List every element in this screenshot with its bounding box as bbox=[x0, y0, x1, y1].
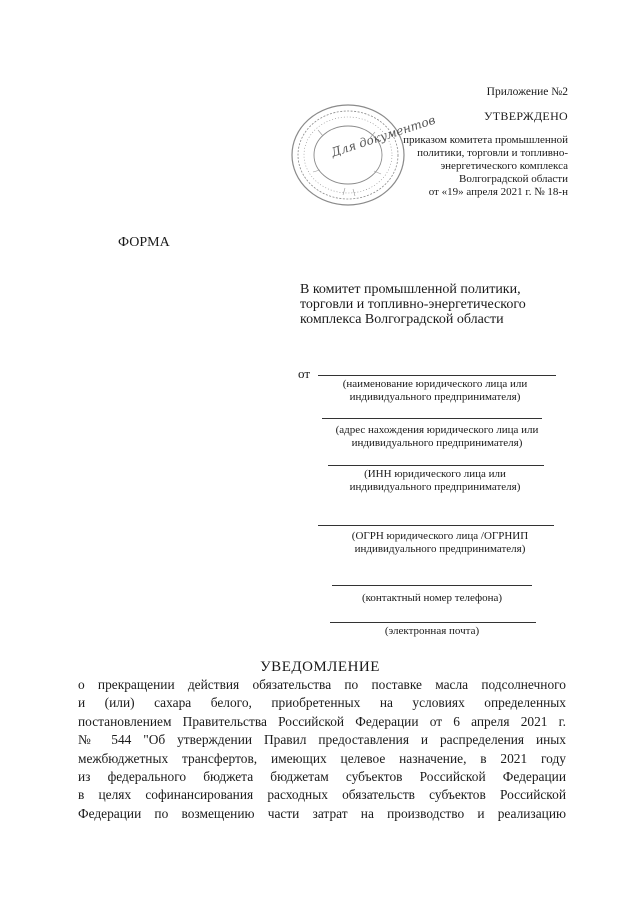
stamp-text: Для документов bbox=[329, 112, 438, 160]
addressee-line: В комитет промышленной политики, bbox=[300, 282, 521, 297]
caption-email: (электронная почта) bbox=[384, 625, 480, 637]
appendix-label: Приложение №2 bbox=[486, 86, 568, 98]
body-line: межбюджетных трансфертов, имеющих целевое назначение, в 2021 году bbox=[78, 750, 566, 766]
caption-phone: (контактный номер телефона) bbox=[361, 592, 503, 604]
body-line: из федерального бюджета бюджетам субъектов Российской Федерации bbox=[78, 768, 566, 784]
order-line: от «19» апреля 2021 г. № 18-н bbox=[428, 186, 568, 198]
order-line: приказом комитета промышленной bbox=[403, 134, 568, 146]
blank-line-name[interactable] bbox=[318, 375, 556, 376]
addressee-line: комплекса Волгоградской области bbox=[300, 312, 504, 327]
blank-line-address[interactable] bbox=[322, 418, 542, 419]
caption-name: (наименование юридического лица или индивидуального предпринимателя) bbox=[342, 378, 528, 403]
blank-line-email[interactable] bbox=[330, 622, 536, 623]
notice-title: УВЕДОМЛЕНИЕ bbox=[260, 659, 380, 675]
blank-line-phone[interactable] bbox=[332, 585, 532, 586]
caption-address: (адрес нахождения юридического лица или индивидуального предпринимателя) bbox=[335, 424, 539, 449]
body-line: постановлением Правительства Российской Федерации от 6 апреля 2021 г. bbox=[78, 713, 566, 729]
addressee-block bbox=[300, 282, 526, 327]
addressee-line: торговли и топливно-энергетического bbox=[300, 297, 526, 312]
official-stamp-icon bbox=[283, 100, 438, 210]
approved-label: УТВЕРЖДЕНО bbox=[483, 109, 568, 123]
body-line: Федерации по возмещению части затрат на производство и реализацию bbox=[78, 805, 566, 821]
blank-line-ogrn[interactable] bbox=[318, 525, 554, 526]
order-line: политики, торговли и топливно- bbox=[417, 147, 568, 159]
body-line: и (или) сахара белого, приобретенных на условиях определенных bbox=[78, 695, 566, 711]
notice-body bbox=[78, 676, 566, 823]
form-label: ФОРМА bbox=[118, 235, 170, 250]
blank-line-inn[interactable] bbox=[328, 465, 544, 466]
from-label: от bbox=[298, 366, 311, 381]
body-line: № 544 "Об утверждении Правил предоставления и распределения иных bbox=[78, 732, 566, 748]
body-line: о прекращении действия обязательства по поставке масла подсолнечного bbox=[78, 677, 566, 692]
caption-ogrn: (ОГРН юридического лица /ОГРНИП индивидуального предпринимателя) bbox=[351, 530, 529, 555]
order-line: энергетического комплекса bbox=[440, 160, 568, 172]
order-line: Волгоградской области bbox=[459, 173, 568, 185]
body-line: в целях софинансирования расходных обязательств субъектов Российской bbox=[78, 787, 566, 803]
caption-inn: (ИНН юридического лица или индивидуального предпринимателя) bbox=[349, 468, 521, 493]
